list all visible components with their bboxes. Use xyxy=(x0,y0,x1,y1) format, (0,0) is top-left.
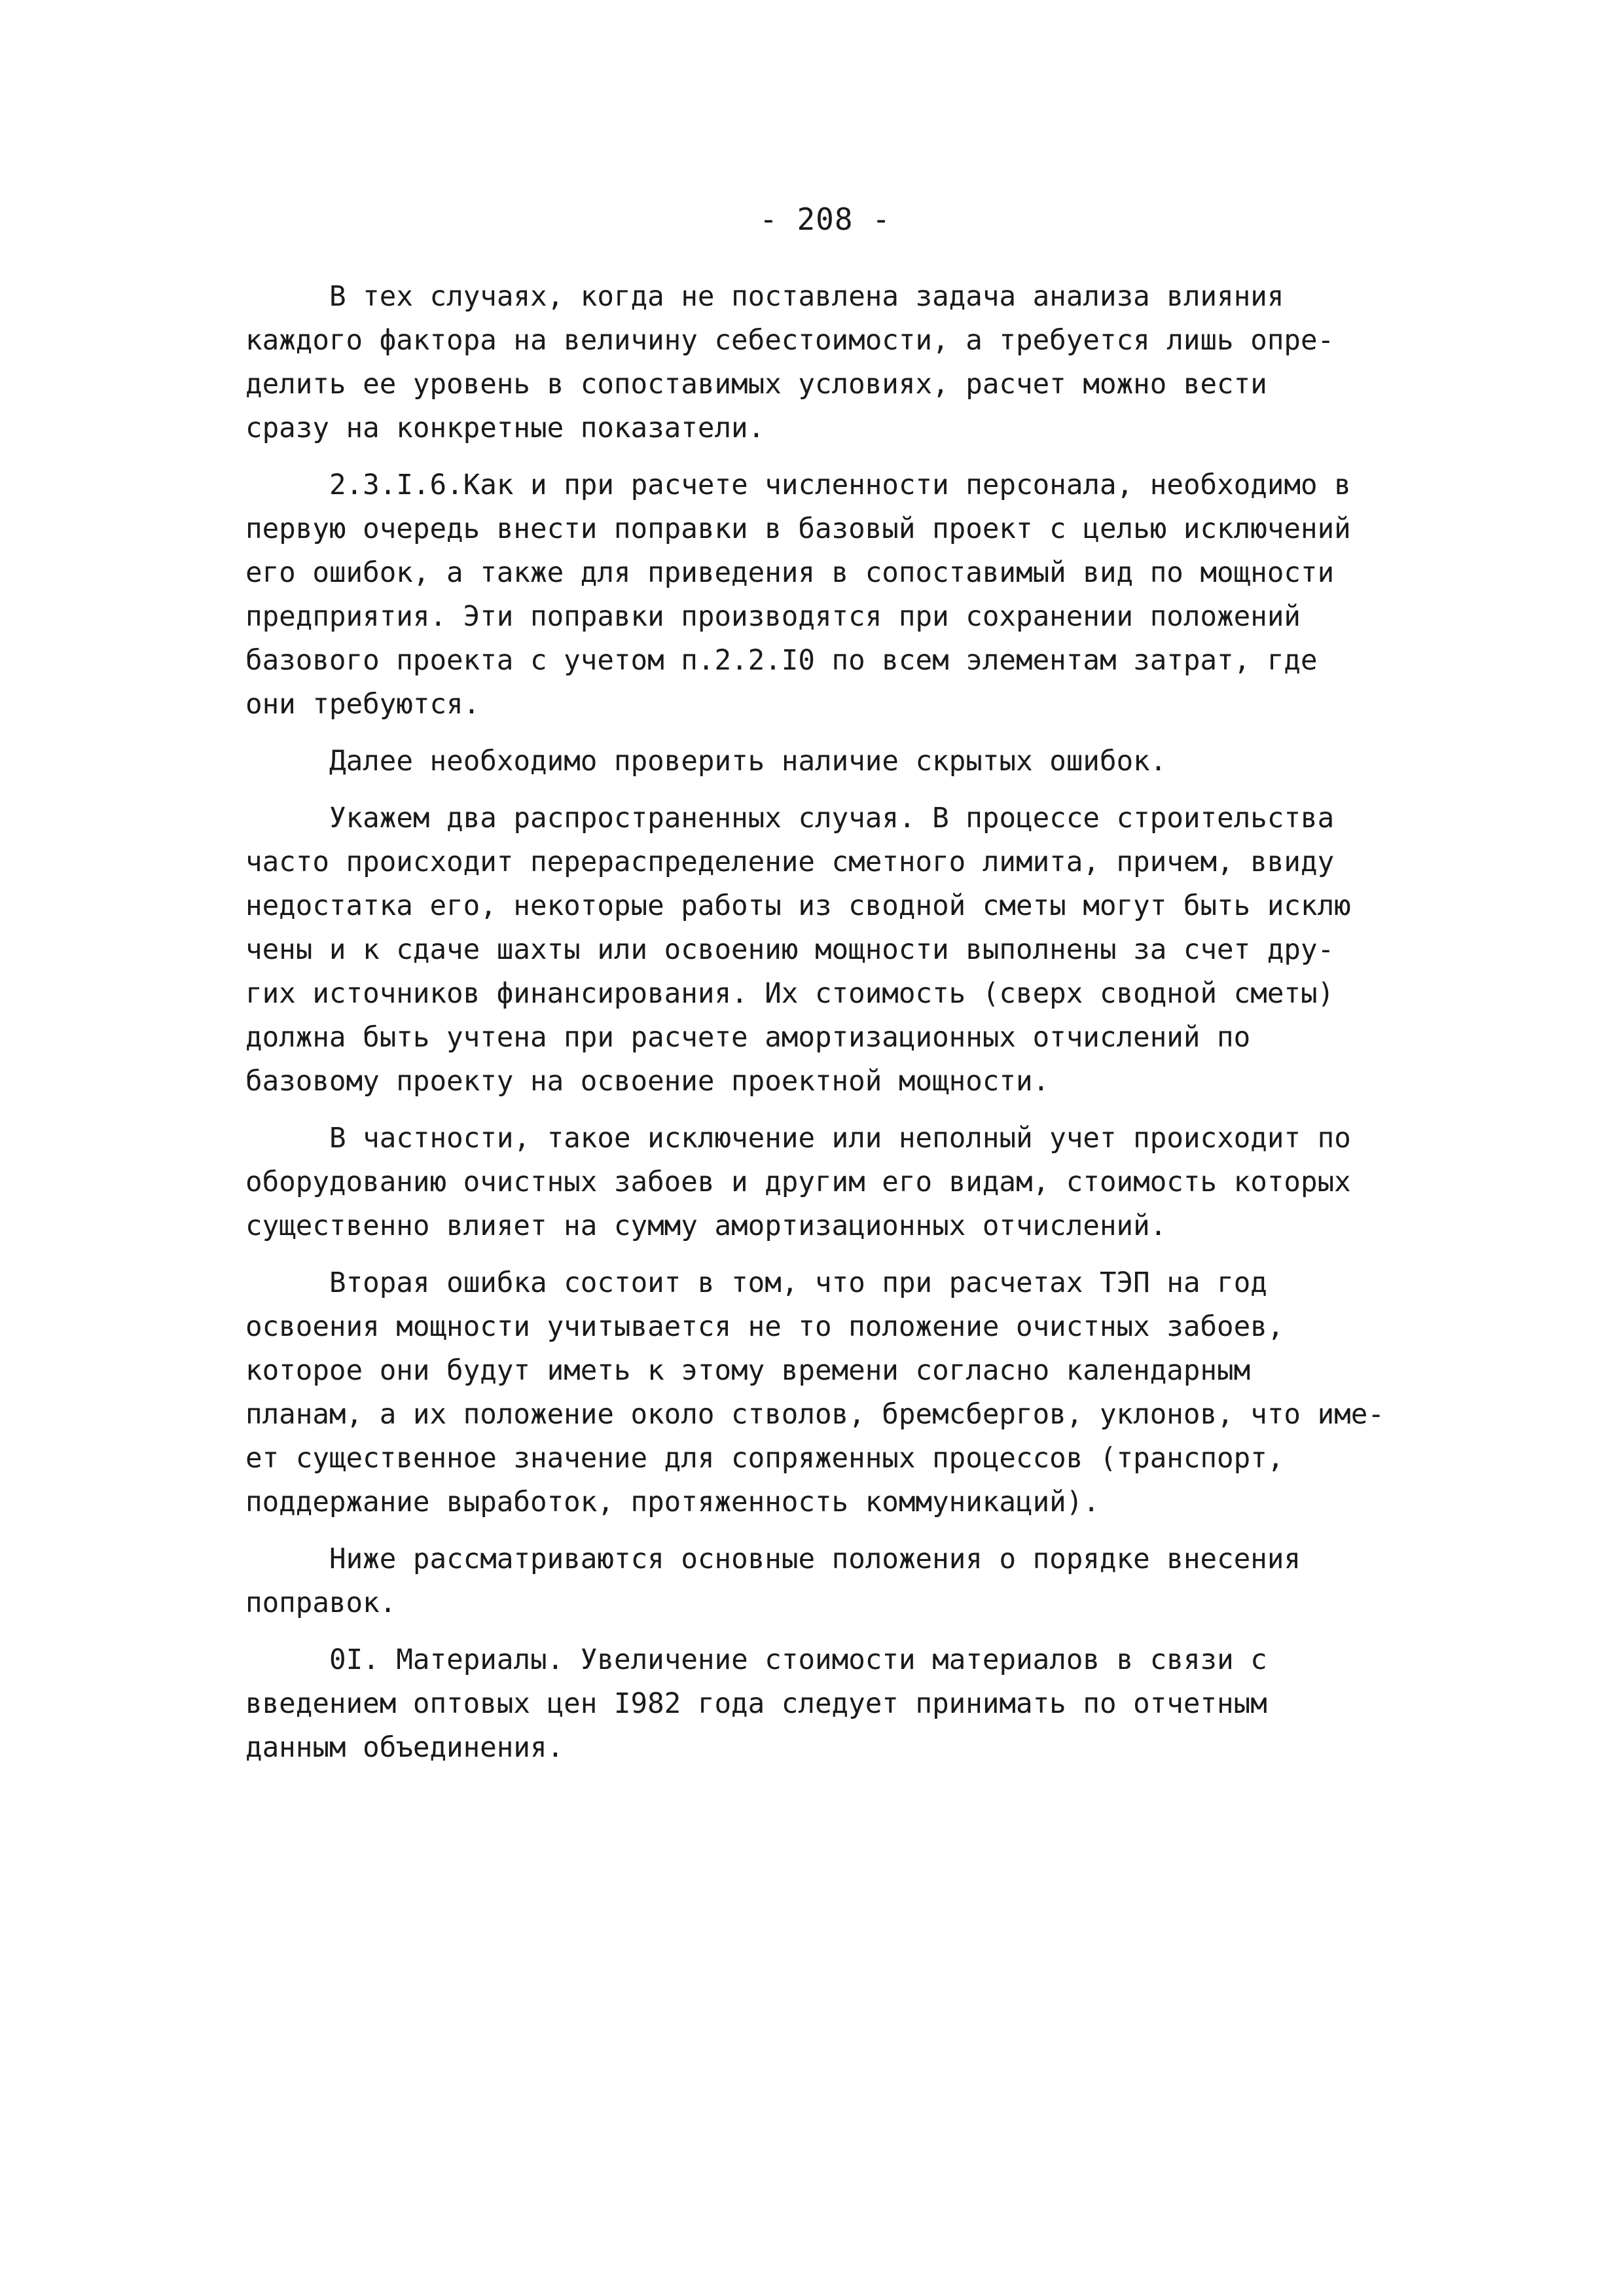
text-line: оборудованию очистных забоев и другим его видам, стоимость которых xyxy=(245,1166,1351,1198)
text-line: должна быть учтена при расчете амортизационных отчислений по xyxy=(245,1022,1251,1054)
text-line: его ошибок, а также для приведения в сопоставимый вид по мощности xyxy=(245,557,1335,589)
paragraph xyxy=(245,275,1430,450)
text-line: существенно влияет на сумму амортизационных отчислений. xyxy=(245,1210,1167,1242)
text-line: первую очередь внести поправки в базовый проект с целью исключений xyxy=(245,513,1351,545)
page-number: - 208 - xyxy=(759,202,891,237)
text-line: Вторая ошибка состоит в том, что при расчетах ТЭП на год xyxy=(329,1267,1267,1299)
paragraph xyxy=(245,1638,1430,1770)
text-line: планам, а их положение около стволов, бремсбергов, уклонов, что име- xyxy=(245,1399,1384,1431)
paragraph xyxy=(245,1261,1430,1524)
text-line: каждого фактора на величину себестоимости, а требуется лишь опре- xyxy=(245,325,1335,357)
text-line: базовому проекту на освоение проектной мощности. xyxy=(245,1066,1050,1098)
text-line: Далее необходимо проверить наличие скрытых ошибок. xyxy=(329,745,1167,778)
paragraph xyxy=(245,740,1430,783)
paragraph xyxy=(245,797,1430,1103)
text-line: предприятия. Эти поправки производятся при сохранении положений xyxy=(245,601,1301,633)
text-line: поддержание выработок, протяженность коммуникаций). xyxy=(245,1486,1100,1518)
text-line: введением оптовых цен I982 года следует принимать по отчетным xyxy=(245,1688,1267,1720)
text-line: базового проекта с учетом п.2.2.I0 по всем элементам затрат, где xyxy=(245,645,1318,677)
text-line: которое они будут иметь к этому времени согласно календарным xyxy=(245,1355,1251,1387)
paragraph xyxy=(245,463,1430,726)
text-line: В тех случаях, когда не поставлена задача анализа влияния xyxy=(329,281,1284,313)
text-line: В частности, такое исключение или неполный учет происходит по xyxy=(329,1122,1351,1155)
text-line: часто происходит перераспределение сметного лимита, причем, ввиду xyxy=(245,846,1335,878)
text-line: сразу на конкретные показатели. xyxy=(245,412,765,444)
text-line: гих источников финансирования. Их стоимость (сверх сводной сметы) xyxy=(245,978,1335,1010)
text-line: они требуются. xyxy=(245,689,480,721)
paragraph xyxy=(245,1537,1430,1625)
text-line: Укажем два распространенных случая. В процессе строительства xyxy=(329,802,1335,834)
text-line: недостатка его, некоторые работы из сводной сметы могут быть исклю xyxy=(245,890,1351,922)
document-body xyxy=(245,275,1430,1783)
text-line: освоения мощности учитывается не то положение очистных забоев, xyxy=(245,1311,1284,1343)
text-line: данным объединения. xyxy=(245,1732,564,1764)
text-line: 0I. Материалы. Увеличение стоимости материалов в связи с xyxy=(329,1644,1267,1676)
text-line: 2.3.I.6.Как и при расчете численности персонала, необходимо в xyxy=(329,469,1351,501)
text-line: поправок. xyxy=(245,1587,397,1619)
text-line: Ниже рассматриваются основные положения о порядке внесения xyxy=(329,1543,1301,1575)
text-line: ет существенное значение для сопряженных процессов (транспорт, xyxy=(245,1443,1284,1475)
text-line: делить ее уровень в сопоставимых условиях, расчет можно вести xyxy=(245,368,1267,401)
paragraph xyxy=(245,1117,1430,1248)
text-line: чены и к сдаче шахты или освоению мощности выполнены за счет дру- xyxy=(245,934,1335,966)
